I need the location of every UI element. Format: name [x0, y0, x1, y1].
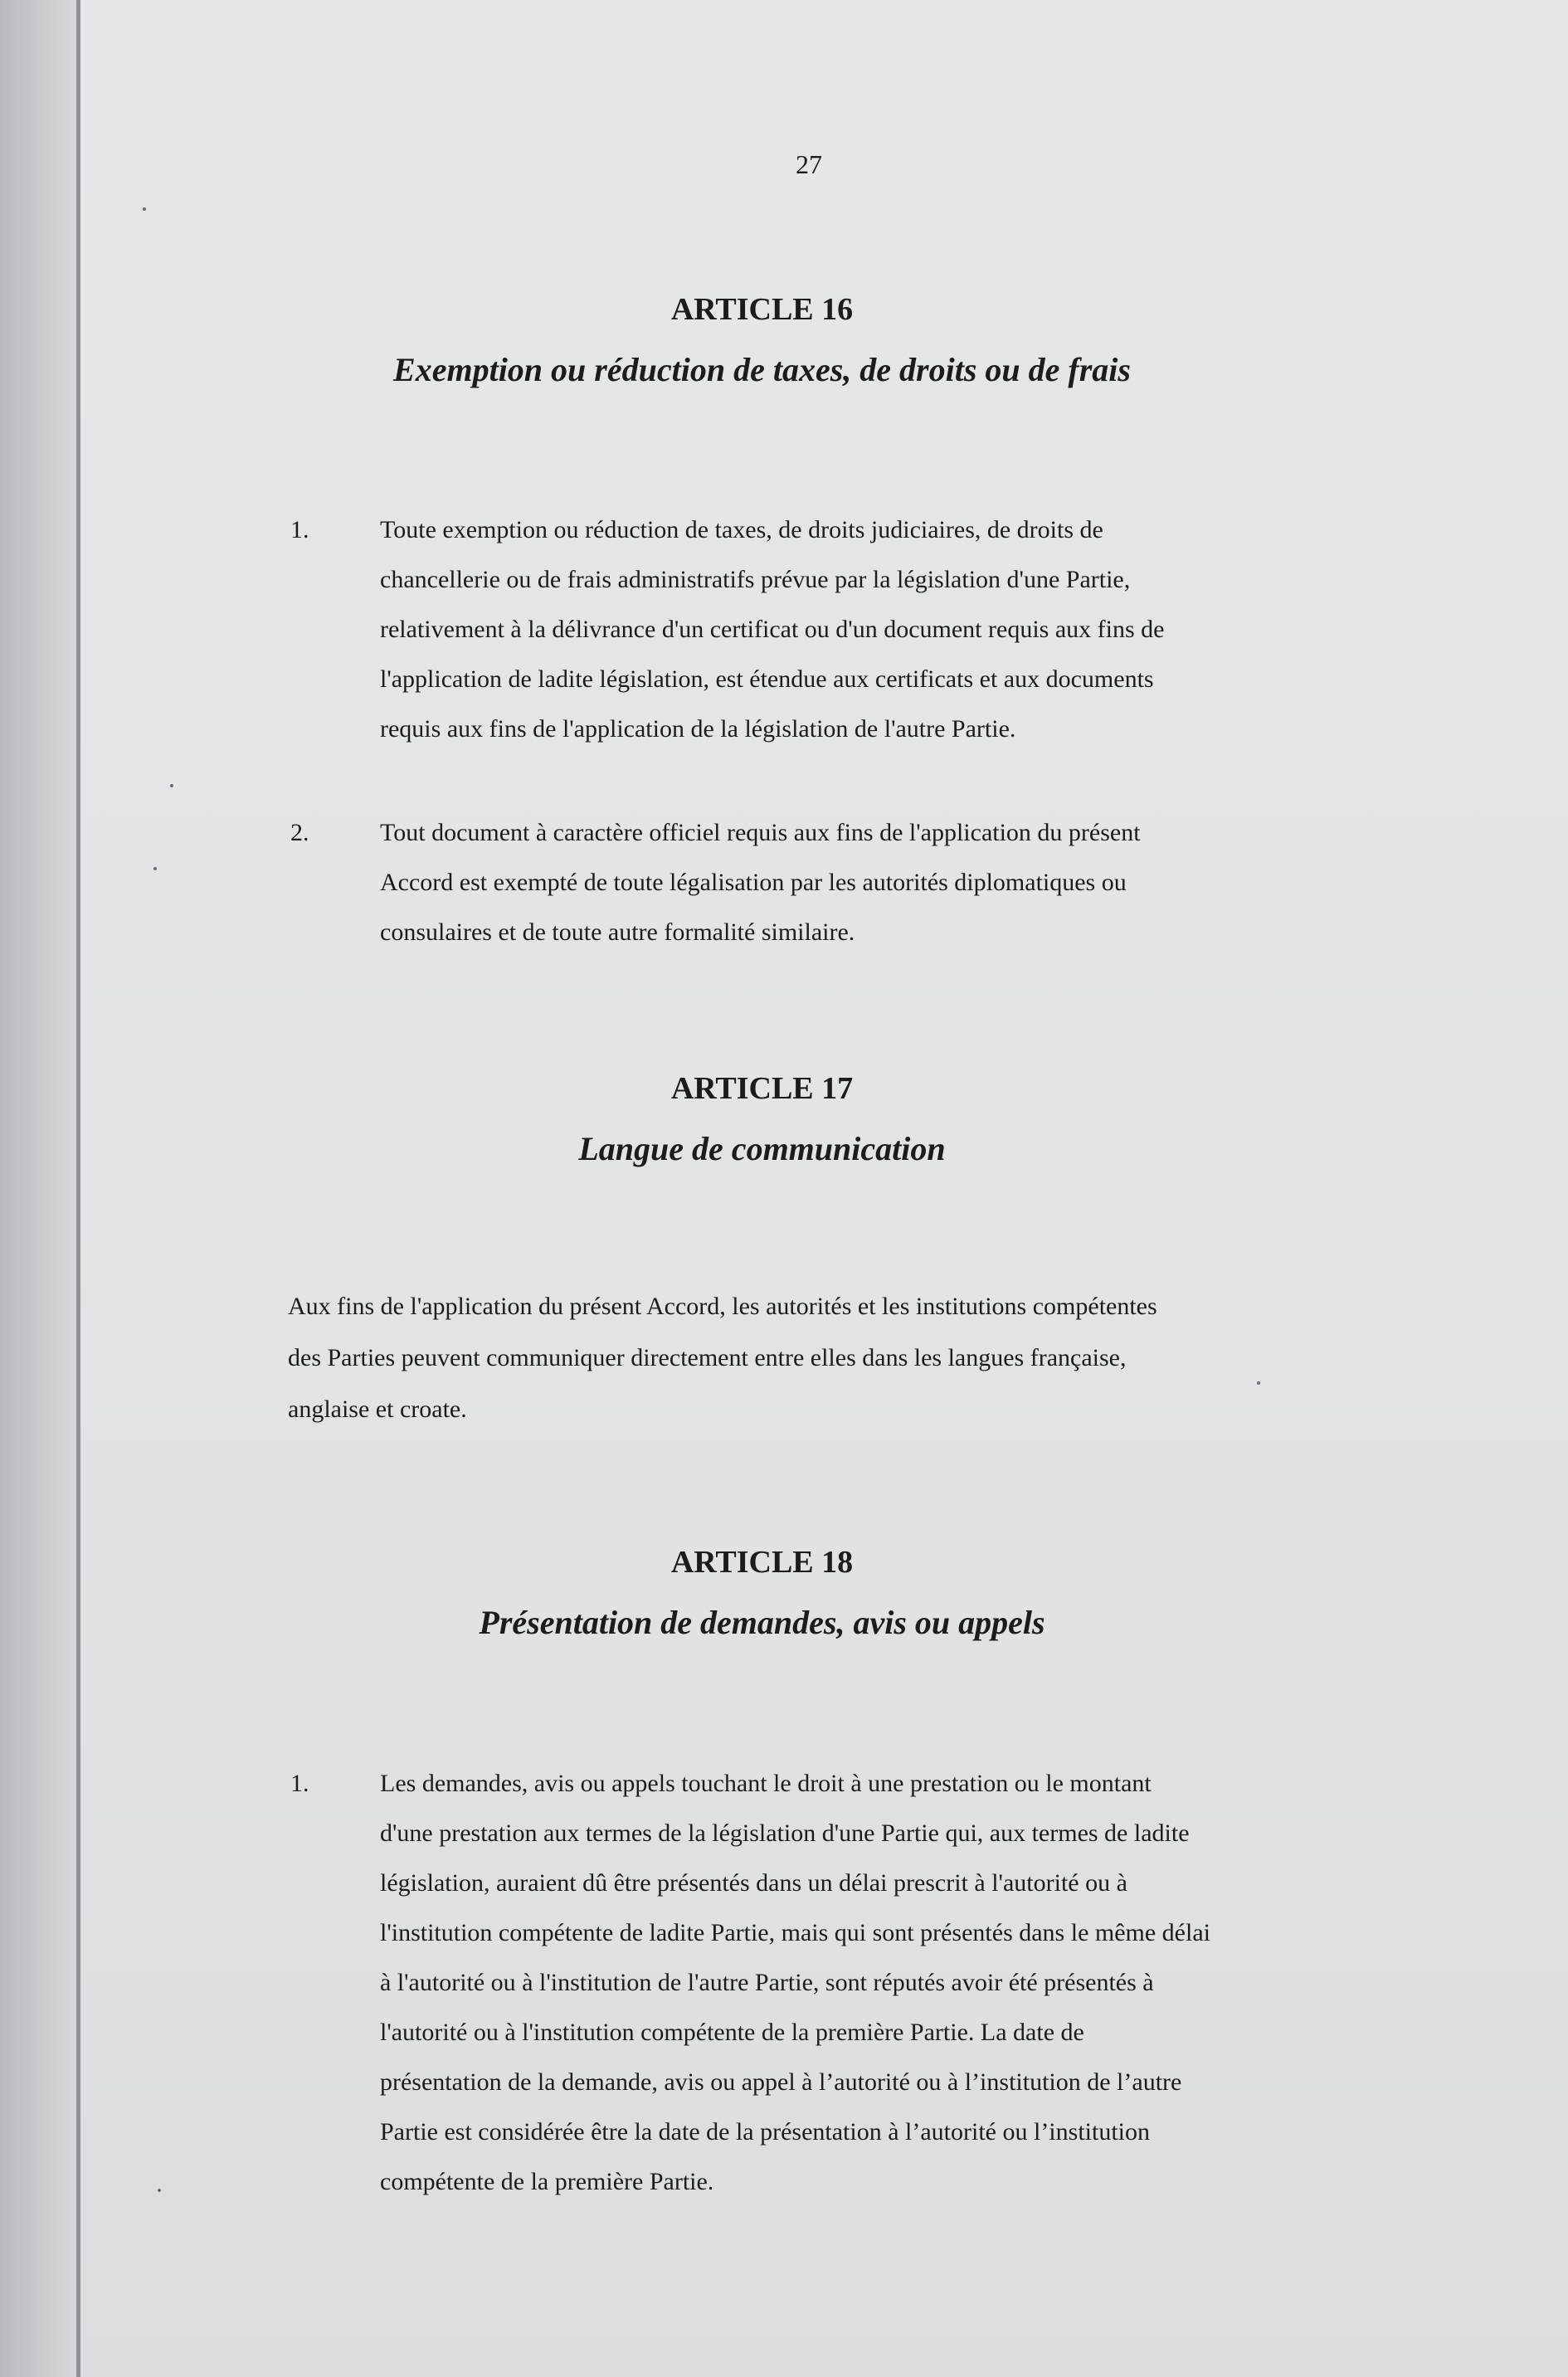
article-18-title: ARTICLE 18: [670, 1545, 854, 1580]
text-line: relativement à la délivrance d'un certificat ou d'un document requis aux fins de: [380, 616, 1165, 643]
text-line: l'institution compétente de ladite Partie, mais qui sont présentés dans le même délai: [380, 1919, 1210, 1946]
text-line: Les demandes, avis ou appels touchant le droit à une prestation ou le montant: [380, 1770, 1152, 1797]
article-17-subtitle: Langue de communication: [578, 1130, 946, 1167]
scan-speck: [158, 2189, 161, 2192]
text-line: anglaise et croate.: [288, 1396, 467, 1423]
text-line: chancellerie ou de frais administratifs prévue par la législation d'une Partie,: [380, 566, 1131, 593]
text-line: Toute exemption ou réduction de taxes, de droits judiciaires, de droits de: [380, 516, 1103, 543]
text-line: Partie est considérée être la date de la présentation à l’autorité ou l’institution: [380, 2118, 1150, 2146]
paragraph-number: 1.: [290, 1770, 309, 1797]
text-line: à l'autorité ou à l'institution de l'autre Partie, sont réputés avoir été présentés à: [380, 1969, 1154, 1996]
article-18-subtitle: Présentation de demandes, avis ou appels: [479, 1604, 1045, 1641]
text-line: Accord est exempté de toute légalisation par les autorités diplomatiques ou: [380, 869, 1127, 896]
text-line: Aux fins de l'application du présent Accord, les autorités et les institutions compétentes: [288, 1293, 1157, 1320]
paragraph-number: 2.: [290, 819, 309, 846]
scan-speck: [1257, 1381, 1260, 1385]
article-16-subtitle: Exemption ou réduction de taxes, de droits ou de frais: [393, 351, 1131, 388]
text-line: législation, auraient dû être présentés dans un délai prescrit à l'autorité ou à: [380, 1869, 1127, 1897]
text-line: présentation de la demande, avis ou appel à l’autorité ou à l’institution de l’autre: [380, 2068, 1182, 2096]
article-18-paragraph-1: [290, 1759, 1276, 2207]
scan-speck: [170, 784, 173, 787]
paragraph-text: [380, 808, 1276, 957]
text-line: consulaires et de toute autre formalité similaire.: [380, 918, 855, 946]
paragraph-number: 1.: [290, 516, 309, 543]
scan-speck: [153, 867, 157, 870]
text-line: l'autorité ou à l'institution compétente de la première Partie. La date de: [380, 2019, 1084, 2046]
text-line: des Parties peuvent communiquer directement entre elles dans les langues française,: [288, 1344, 1127, 1371]
paragraph-text: [380, 505, 1276, 754]
article-16-paragraph-2: [290, 808, 1276, 957]
text-line: d'une prestation aux termes de la législation d'une Partie qui, aux termes de ladite: [380, 1819, 1190, 1847]
scan-speck: [143, 207, 146, 211]
article-17-title: ARTICLE 17: [670, 1071, 854, 1106]
text-line: Tout document à caractère officiel requis aux fins de l'application du présent: [380, 819, 1141, 846]
text-line: requis aux fins de l'application de la législation de l'autre Partie.: [380, 715, 1016, 743]
text-line: compétente de la première Partie.: [380, 2168, 714, 2195]
text-line: l'application de ladite législation, est étendue aux certificats et aux documents: [380, 665, 1154, 693]
paragraph-text: [380, 1759, 1276, 2207]
article-16-title: ARTICLE 16: [670, 292, 854, 327]
article-16-paragraph-1: [290, 505, 1276, 754]
article-17-text: [288, 1281, 1250, 1435]
